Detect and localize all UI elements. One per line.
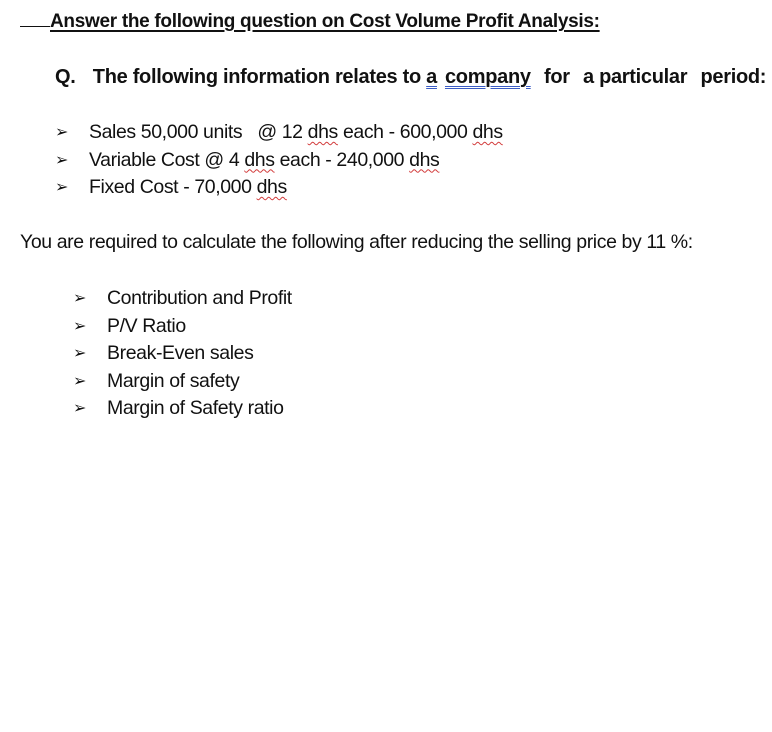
heading-lead-underline (20, 9, 50, 27)
instruction-text: You are required to calculate the following after reducing the selling price by 11 %: (20, 231, 693, 253)
arrow-bullet-icon: ➢ (73, 290, 87, 307)
list-item (73, 313, 292, 341)
list-item (73, 395, 292, 423)
required-list (73, 285, 292, 423)
list-item-fixed-cost (55, 174, 503, 202)
sales-unit-dhs: dhs (307, 121, 338, 143)
question-text-start: The following information relates to (92, 66, 421, 88)
sales-total-text: each - 600,000 (342, 121, 468, 143)
required-item-text: Break-Even sales (107, 342, 254, 364)
arrow-bullet-icon: ➢ (73, 317, 87, 335)
question-word-for: for (543, 66, 570, 88)
question-underlined-phrase (426, 66, 531, 88)
fixed-cost-dhs: dhs (256, 176, 287, 198)
sales-text: Sales 50,000 units (89, 121, 243, 143)
arrow-bullet-icon: ➢ (55, 124, 69, 141)
variable-cost-total-text: each - 240,000 (279, 148, 405, 171)
required-item-text: Margin of Safety ratio (107, 397, 284, 419)
arrow-bullet-icon: ➢ (73, 400, 87, 417)
list-item (73, 368, 292, 396)
question-line (55, 66, 766, 89)
required-item-text: Contribution and Profit (107, 287, 292, 309)
question-word-period: period: (700, 66, 767, 88)
arrow-bullet-icon: ➢ (73, 345, 87, 362)
list-item-sales (55, 119, 503, 147)
heading-text: Answer the following question on Cost Volume Profit Analysis: (50, 11, 600, 32)
question-label: Q. (55, 66, 76, 88)
sales-price-text: @ 12 (257, 121, 303, 143)
sales-total-dhs: dhs (472, 121, 503, 143)
variable-cost-text: Variable Cost @ 4 (89, 148, 240, 171)
question-word-a: a (426, 66, 437, 88)
question-word-company: company (444, 66, 531, 88)
question-words-a-particular: a particular (582, 66, 688, 88)
variable-cost-unit-dhs: dhs (244, 148, 275, 171)
list-item-variable-cost (55, 147, 503, 175)
list-item (73, 340, 292, 368)
arrow-bullet-icon: ➢ (73, 372, 87, 390)
arrow-bullet-icon: ➢ (55, 179, 69, 196)
fixed-cost-text: Fixed Cost - 70,000 (89, 176, 252, 198)
variable-cost-total-dhs: dhs (409, 148, 440, 171)
given-info-list (55, 119, 503, 202)
required-item-text: P/V Ratio (107, 314, 186, 337)
list-item (73, 285, 292, 313)
document-heading (20, 9, 600, 33)
arrow-bullet-icon: ➢ (55, 151, 69, 169)
required-item-text: Margin of safety (107, 369, 240, 392)
